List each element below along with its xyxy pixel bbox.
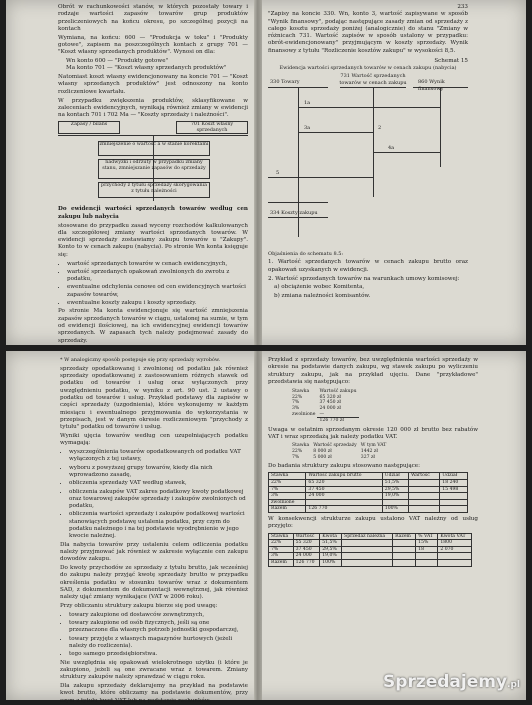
legend-title: Objaśnienia do schematu 8.5: [268,250,344,257]
diagram-row: nadwyżki i odrzuty w przypadku zmiany stanu, zmniejszanie zapasów do sprzedaży [98,159,210,179]
figure-caption: Ewidencja wartości sprzedanych towarów w cenach zakupu (nabycia) [279,65,457,72]
table-cell: 1442 zł [360,448,378,454]
table-cell [393,559,416,566]
table-cell: 7% [292,454,300,460]
paragraph: Po stronie Ma konta ewidencjonuje się wartość zmniejszenia zapasów sprzedanych towarów w ciągu, ustalonej na sumie, w tym od ewidencji ilościowej, na ich ewidencyjnej ewidencji towarów sprzedanych. W zapasach tych należy podejmować zasady do sprzedaży. [58,308,248,344]
table-cell: 7% [292,400,300,406]
table-cell [408,486,439,493]
paragraph: W konsekwencji strukturze zakupu ustalono VAT należny od usług przyjęto: [268,515,478,530]
flow-line [373,152,440,153]
top-left-page [58,4,248,344]
t-account-line [373,87,374,197]
bottom-left-page [60,357,248,704]
table-cell: 22% [269,540,294,547]
footnote: * W analogiczny sposób postępuje się przy sprzedaży wyrobów. [60,357,221,363]
paragraph: stosowane do przypadku zasad wyceny rozchodów kalkulowanych dla szczegółowej zmiany wartości sprzedanych towarów. W ewidencji sprzedaży zostawiamy zakupu towarów u "Zakupy". Konto to w cenach zakupu (nabycia). Po stronie Wn konta księguje się: [58,222,248,258]
watermark-brand: Sprzedajemy [383,672,508,692]
table-cell [342,553,393,560]
diagram-row: zmniejszenie o wartość a w stanie korektami [98,141,210,156]
table-header: Kwota VAT [438,533,472,540]
paragraph: Uwaga w ostatnim sprzedanym okresie 120 000 zł brutto bez rabatów VAT i wraz sprzedażą jak należy podatku VAT. [268,426,478,441]
table-cell: 126 770 zł [317,418,358,424]
list-item: • towary przyjęte z własnych magazynów hurtowych (jeżeli należy do rozliczenia). [69,636,248,651]
table-cell: 2 070 [438,546,472,553]
table-cell: 22% [292,448,303,454]
table-cell: 3% [269,553,294,560]
list-item: • obliczenia wartości sprzedaży i zakupów podatkowej wartości stanowiących podstawę ustalenia podatku, przy czym do podatku należnego i na tej podstawie wyodrębnienie w jego kwocie należnej. [69,511,248,540]
table-cell: 24 000 zł [319,405,341,411]
table-header: Razem [393,533,416,540]
table-header: Sprzedaż należna [342,533,393,540]
flow-line [268,202,328,203]
table-header: Wartość sprzedaży [313,443,357,449]
table-cell: 22% [292,394,303,400]
bullet-list [60,612,248,659]
list-item: • wyszczególnienia towarów opodatkowanych od podatku VAT wyłączonych z tej ustawy, [69,449,248,464]
account-header: 330 Towary [270,78,300,85]
list-item: • obliczenia zakupów VAT zakres podatkowy kwoty podatkowej oraz towarowej zakupów sprzedaży i zakupów zwolnionych od podatku, [69,489,248,511]
table-cell: 18 240 [440,480,468,487]
table-cell [290,418,317,424]
table-header: W tym VAT [360,443,387,449]
table-cell [440,499,468,506]
paragraph: Przykład z sprzedaży towarów, bez uwzględnienia wartości sprzedaży w okresie na podstawie danych zakupu, wg stawek zakupu po wyliczeniu struktury zakupu, jak na przykład ujęciu. Dane "przykładowe" przedstawia się następująco: [268,357,478,385]
account-line: Wn konto 600 — "Produkty gotowe" [66,58,169,65]
purchase-table [290,389,359,424]
table-cell: 100% [320,559,342,566]
table-header: Udział [382,473,408,480]
paragraph: Do badania struktury zakupu stosowano następujące: [268,463,420,470]
account-header: 731 Wartość sprzedanych towarów w cenach zakupu [339,72,407,86]
bullet-list [60,449,248,541]
table-cell: 7% [269,546,294,553]
diagram-box-right: 701 Koszt własny sprzedanych [176,121,248,134]
table-cell: — [319,411,325,417]
figure-label: Schemat 15 [434,58,468,65]
watermark-logo [383,672,520,692]
structure-table [268,472,468,513]
table-cell: 51,5% [320,540,342,547]
schema-chart [268,72,468,247]
table-cell [438,559,472,566]
table-cell: 15 498 [440,486,468,493]
table-cell: 126 770 [306,506,382,513]
table-cell [342,546,393,553]
table-cell: 100% [382,506,408,513]
table-cell: 3% [269,493,306,500]
list-item: • tego samego przedsiębiorstwa. [69,651,248,658]
table-cell: 5 000 zł [313,454,332,460]
table-cell: 15% [416,540,438,547]
table-header: Wartość [293,533,320,540]
legend-item: a) obciążenie wobec Komitenta, [274,284,365,291]
flow-line [268,177,373,178]
flow-note: 4a [388,144,395,151]
table-cell [393,546,416,553]
account-header: 334 Koszty zakupu [270,209,318,216]
table-header: Stawka [269,473,306,480]
top-book-spread [6,0,526,345]
book-gutter [254,351,262,700]
flow-line [298,107,440,108]
flow-note: 3a [304,124,311,131]
list-item: • wartość sprzedanych opakowań zwolnionych do zwrotu z podatku, [67,269,248,284]
table-cell [440,493,468,500]
section-title: Do ewidencji wartości sprzedanych towarów według cen zakupu lub nabycia [58,206,248,220]
table-cell [408,499,439,506]
table-header: % VAT [416,533,438,540]
t-account-line [440,87,441,167]
table-cell [408,506,439,513]
table-cell: 7% [269,486,306,493]
legend-item: b) zmiana należności komisantów. [274,293,371,300]
paragraph: Dla nabycia towarów przy ustaleniu celem odliczenia podatku należy przyjmować jak również w zakresie wyłącznie cen zakupu dowodów zakupu. [60,541,248,563]
table-cell: 8 000 zł [313,448,332,454]
table-cell: 24 000 [293,553,320,560]
paragraph: W przypadku zwiększenia produktów, sklasyfikowane w zaleceniach ewidencyjnych, wynikają również zmiany w ewidencji na kontach 701 i 702 Ma — "Koszty sprzedaży i należności". [58,97,248,119]
table-cell: 37 450 [293,546,320,553]
list-item: • ewentualne odchylenia cenowe od cen ewidencyjnych wartości zapasów towarów, [67,284,248,299]
bullet-list [58,261,248,308]
paragraph: Nie uwzględnia się opakowań wielokrotnego użytku (i które je zakupiono, jeżeli są one zwracane wraz z towarem. Zmiany struktury zakupów należy sprawdzać w ciągu roku. [60,659,248,681]
table-cell: zwolnione [292,411,316,417]
flow-note: 1a [304,99,311,106]
table-cell: 29,5% [320,546,342,553]
ledger-diagram [58,121,248,203]
paragraph: sprzedaży opodatkowanej i zwolnionej od podatku jak również sprzedaży opodatkowanej z zastosowaniem różnych stawek od podatku od towarów i usług oraz wyłączonych przy uwzględnieniu podatku, w wyniku z art. 90 ust. 2 ustawy o podatku od towarów i usług. Przykład podstawy dla zapisów w części sprzedaży (uzgodnienia), które wykonujemy w każdym miesiącu i ewentualnego przyjmowania do wykorzystania w przepisach, jest w danym okresie rozliczeniowym "przychody z tytułu" podatku od towarów i usług. [60,365,248,431]
watermark-tld: .pl [507,680,520,690]
list-item: • wyboru z powyższej grupy towarów, kiedy dla nich wprowadzono zasadę, [69,465,248,480]
table-cell: Razem [269,506,306,513]
table-cell: 24 000 [306,493,382,500]
account-line: Ma konto 701 — "Koszt własny sprzedanych produktów" [66,65,227,72]
table-header: Wartość [408,473,439,480]
list-item: • ewentualne koszty zakupu i koszty sprzedaży. [67,300,248,307]
bottom-right-page [268,357,478,695]
paragraph: Przy obliczaniu struktury zakupu bierze się pod uwagę: [60,603,218,609]
table-header: Wartość zakupu brutto [306,473,382,480]
paragraph: Wymiana, na końcu: 600 — "Produkcja w toku" i "Produkty gotowe", zapisem na poszczególnych kontach z grupy 701 — "Koszt własny sprzedanych produktów". Wynosi on dla: [58,34,248,56]
diagram-row: przychody z tytułu sprzedaży skorygowania z tytułu należności [98,182,210,198]
table-cell: 3% [292,405,300,411]
table-header: Udział [440,473,468,480]
list-item: • obliczenia sprzedaży VAT według stawek, [69,480,248,487]
table-cell: 19,0% [320,553,342,560]
paragraph: "Zapisy na koncie 330. Wn, konto 3, wartość zapisywane w sposób "Wynik finansowy", podając następujące zasady zmian od sprzedaży z całego kosztu sprzedaży poniżej (analogicznie) do stanu "Zmiany w różnicach 731. Wartość zapisów w sposób ustalony w przypadku: obrót-ewidencjonowany" przyjmującym w koszty sprzedaży. Wynik finansowy z tytułu "Rozliczenie kosztów zakupu" w wysokości 8,5. [268,11,468,54]
table-cell: 126 770 [293,559,320,566]
list-item: • wartość sprzedanych towarów w cenach ewidencyjnych, [67,261,248,268]
table-header: Stawka [269,533,294,540]
vat-table [268,533,472,567]
flow-note: 2 [378,124,382,131]
table-cell: 51,5% [382,480,408,487]
table-header: Kwota [320,533,342,540]
table-cell [306,499,382,506]
table-cell: 1800 [438,540,472,547]
list-item: • towary zakupione od dostawców zewnętrznych, [69,612,248,619]
table-cell [408,493,439,500]
sales-table [290,443,388,460]
bottom-book-spread [6,351,526,704]
table-cell: 37 450 [306,486,382,493]
table-cell: zwolnione [269,499,306,506]
table-cell: 65 320 zł [319,394,341,400]
diagram-box-left: Zapasy / bilans [58,121,120,134]
table-cell: 19,0% [382,493,408,500]
table-cell [382,499,408,506]
table-cell [342,559,393,566]
table-cell: 29,5% [382,486,408,493]
top-right-page [268,4,468,339]
table-header: Wartość zakupu [319,389,357,395]
account-header: 860 Wynik finansowy [418,78,445,92]
page-number: 233 [457,4,468,10]
list-item: • towary zakupione od osób fizycznych, jeśli są one przeznaczone dla własnych potrzeb jednostki gospodarczej, [69,620,248,635]
table-cell: 37 450 zł [319,400,341,406]
table-cell [342,540,393,547]
flow-note: 5 [276,169,280,176]
table-cell [438,553,472,560]
table-cell: 327 zł [360,454,375,460]
paragraph: Obrót w rachunkowości stanów, w których pozostały towary i rodzaje wartości zapasów towarów grup produktów przeliczeniowych na końcu okresu, po szczególnej pozycji na kontach [58,4,248,32]
paragraph: Do kwoty przychodów ze sprzedaży z tytułu brutto, jak wcześniej do zakupu należy przyjąć kwotę sprzedaży brutto w przypadku określenia podatku w stosunku towarów wraz z dokumentem SAD, z dokumentem do dokumentacji wewnętrznej, jak również należy ująć zmiany wynikające (VAT w 2006 roku). [60,565,248,601]
paragraph: Wyniki ujęcia towarów według cen uzupełniających podatku wymagają: [60,432,248,447]
book-gutter [254,0,262,345]
table-header: Stawka [292,389,310,395]
table-header: Stawka [292,443,310,449]
table-cell [416,553,438,560]
table-cell [416,559,438,566]
table-cell [393,553,416,560]
legend-item: 1. Wartość sprzedanych towarów w cenach zakupu brutto oraz opakowań uzyskanych w ewidencji. [268,259,468,273]
table-cell: 65 320 [306,480,382,487]
table-cell [393,540,416,547]
legend-item: 2. Wartość sprzedanych towarów na warunkach umowy komisowej: [268,275,460,282]
table-cell: 22% [269,480,306,487]
paragraph: Dla zakupu sprzedaży deklarujemy na przykład na podstawie kwot brutto, które obliczamy na podstawie dokumentów, przy czym z tytułu kwot VAT lub na podstawie rachunków. [60,682,248,704]
table-cell [440,506,468,513]
table-cell: 55 320 [293,540,320,547]
table-cell [408,480,439,487]
table-cell: 18 [416,546,438,553]
table-cell: Razem [269,559,294,566]
paragraph: Natomiast koszt własny ewidencjonowany na koncie 701 — "Koszt własny sprzedanych produktów" jest odnoszony na konto rozliczeniowe kwartału. [58,74,248,95]
